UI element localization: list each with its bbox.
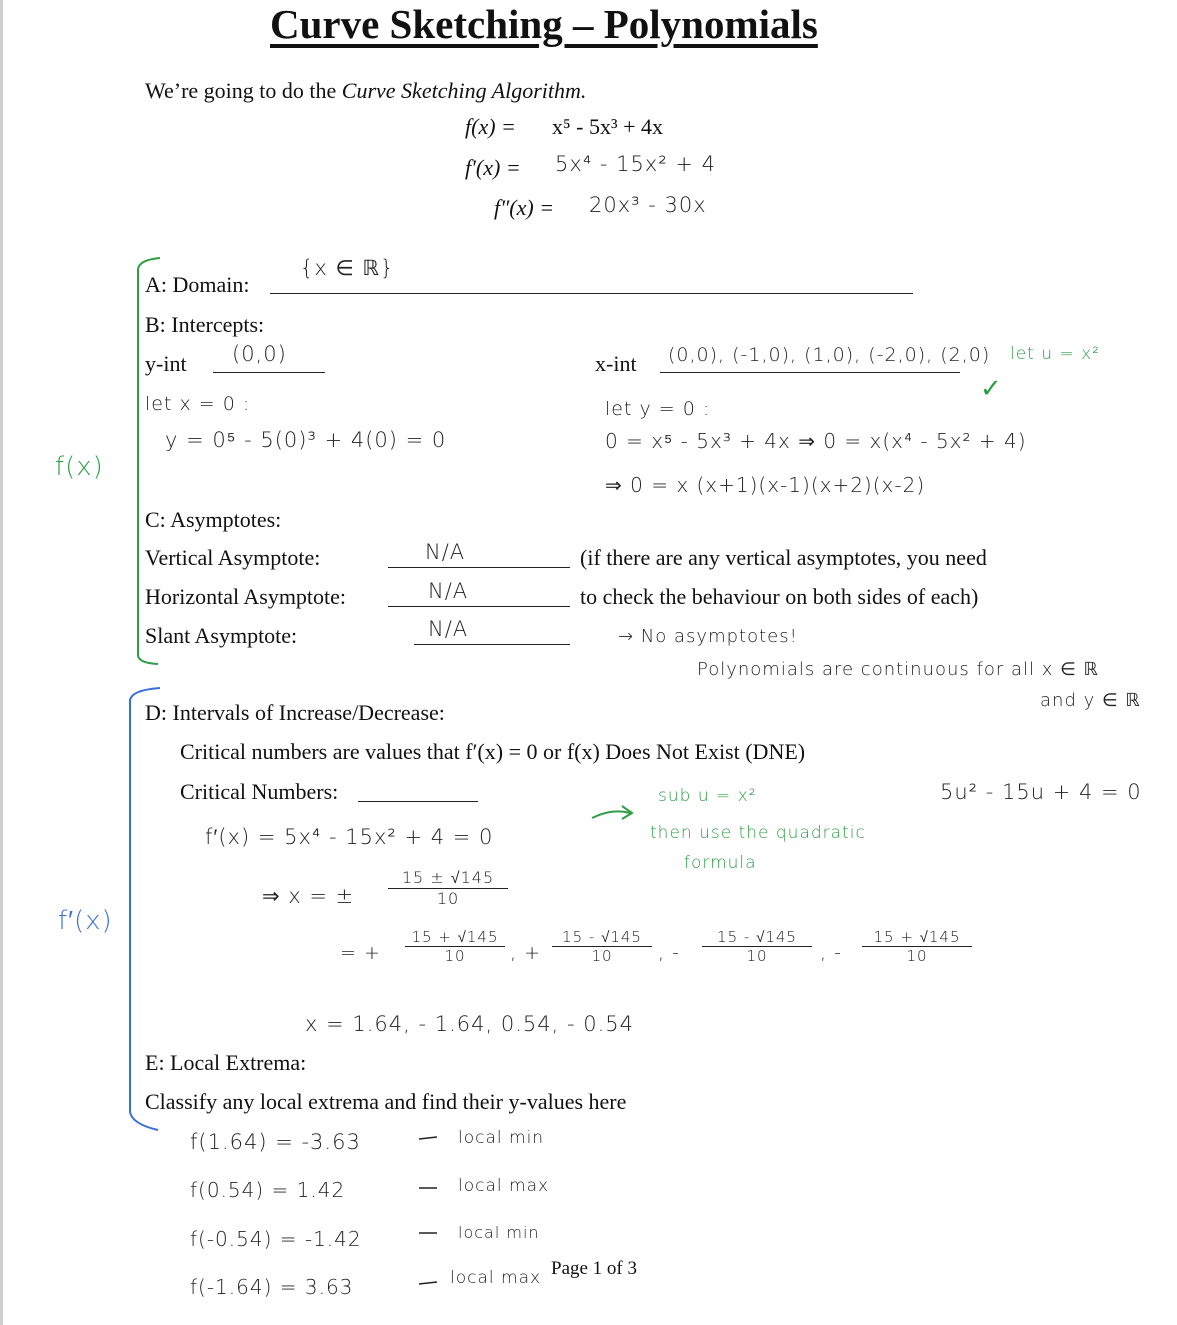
- slant-asymptote-label: Slant Asymptote:: [145, 623, 298, 648]
- root-3-num: 15 - √145: [702, 928, 812, 947]
- horizontal-asymptote-label: Horizontal Asymptote:: [145, 584, 347, 609]
- vertical-asymptote-answer: N/A: [425, 540, 466, 564]
- extrema-row-2-expr: f(0.54) = 1.42: [190, 1178, 346, 1202]
- root-2-sign: , +: [510, 942, 541, 964]
- intro-prefix: We’re going to do the: [145, 78, 342, 103]
- extrema-row-3-expr: f(-0.54) = -1.42: [190, 1227, 362, 1251]
- yint-line: [213, 372, 325, 373]
- critical-numbers-label: Critical Numbers:: [180, 779, 339, 804]
- horizontal-asymptote-answer: N/A: [428, 579, 469, 603]
- arrow-e1: [419, 1137, 437, 1139]
- xint-answer: (0,0), (-1,0), (1,0), (-2,0), (2,0): [668, 344, 991, 366]
- asymptote-hand-3: and y ∈ ℝ: [1040, 690, 1141, 711]
- yint-work-2: y = 0⁵ - 5(0)³ + 4(0) = 0: [165, 428, 447, 452]
- critical-work-2-fraction: [388, 868, 508, 908]
- yint-answer: (0,0): [232, 342, 287, 366]
- check-mark: ✓: [980, 374, 1002, 404]
- green-note-1: sub u = x²: [658, 786, 757, 806]
- slant-asymptote-answer: N/A: [428, 617, 469, 641]
- root-1-num: 15 + √145: [405, 928, 505, 947]
- domain-line: [270, 293, 913, 294]
- horizontal-asymptote-line: [388, 606, 570, 607]
- root-1-fraction: [405, 928, 505, 965]
- root-3-fraction: [702, 928, 812, 965]
- extrema-row-2-type: local max: [458, 1176, 550, 1196]
- extrema-row-4-expr: f(-1.64) = 3.63: [190, 1275, 354, 1299]
- yint-label: y-int: [145, 351, 187, 376]
- critical-definition: Critical numbers are values that f′(x) = 0 or f(x) Does Not Exist (DNE): [180, 739, 806, 764]
- root-4-sign: , -: [820, 942, 842, 964]
- side-label-fx: f(x): [55, 452, 104, 482]
- intro-text: [145, 78, 586, 104]
- local-extrema-label: E: Local Extrema:: [145, 1050, 307, 1075]
- arrow-to-sub-head: [622, 806, 632, 819]
- f-value: x⁵ - 5x³ + 4x: [552, 114, 663, 139]
- page-title: Curve Sketching – Polynomials: [270, 1, 818, 47]
- quadratic-in-u: 5u² - 15u + 4 = 0: [940, 780, 1142, 804]
- critical-x-values: x = 1.64, - 1.64, 0.54, - 0.54: [305, 1012, 634, 1036]
- critical-work-1: f′(x) = 5x⁴ - 15x² + 4 = 0: [205, 825, 494, 849]
- asymptote-note-2: to check the behaviour on both sides of each): [580, 584, 979, 609]
- fdoubleprime-value: 20x³ - 30x: [589, 193, 707, 217]
- asymptote-hand-2: Polynomials are continuous for all x ∈ ℝ: [697, 659, 1099, 680]
- xint-label: x-int: [595, 351, 637, 376]
- arrow-to-sub: [592, 811, 630, 818]
- root-4-fraction: [862, 928, 972, 965]
- intercepts-label: B: Intercepts:: [145, 312, 265, 337]
- sub-note: let u = x²: [1010, 344, 1100, 364]
- roots-row: [330, 928, 1170, 988]
- root-4-den: 10: [906, 947, 928, 965]
- asymptote-hand-1: → No asymptotes!: [618, 626, 798, 647]
- root-2-num: 15 - √145: [552, 928, 652, 947]
- intro-emphasis: Curve Sketching Algorithm.: [341, 78, 587, 103]
- root-3-sign: , -: [658, 942, 680, 964]
- increase-decrease-label: D: Intervals of Increase/Decrease:: [145, 700, 445, 725]
- extrema-row-1-expr: f(1.64) = -3.63: [190, 1130, 361, 1154]
- root-2-fraction: [552, 928, 652, 965]
- critical-numbers-line: [358, 801, 478, 802]
- fprime-label: f′(x) =: [465, 155, 521, 180]
- green-note-3: formula: [684, 853, 757, 873]
- local-extrema-instruction: Classify any local extrema and find their y-values here: [145, 1089, 627, 1114]
- root-3-den: 10: [746, 947, 768, 965]
- extrema-row-1-type: local min: [458, 1128, 545, 1148]
- root-1-sign: = +: [340, 942, 381, 964]
- xint-work-3: ⇒ 0 = x (x+1)(x-1)(x+2)(x-2): [605, 473, 926, 497]
- fraction-denominator: 10: [436, 889, 460, 908]
- root-1-den: 10: [444, 947, 466, 965]
- arrow-e4: [419, 1282, 437, 1284]
- page-edge: [0, 0, 3, 1325]
- fprime-value: 5x⁴ - 15x² + 4: [555, 152, 717, 176]
- slant-asymptote-line: [414, 644, 570, 645]
- extrema-row-3-type: local min: [458, 1223, 540, 1242]
- asymptotes-label: C: Asymptotes:: [145, 507, 282, 532]
- f-label: f(x) =: [465, 114, 516, 139]
- xint-work-2: 0 = x⁵ - 5x³ + 4x ⇒ 0 = x(x⁴ - 5x² + 4): [605, 429, 1027, 453]
- fdoubleprime-label: f″(x) =: [494, 195, 555, 220]
- asymptote-note-1: (if there are any vertical asymptotes, you need: [580, 545, 987, 570]
- domain-answer: {x ∈ ℝ}: [300, 256, 395, 280]
- side-label-fprime: f′(x): [58, 906, 113, 936]
- root-4-num: 15 + √145: [862, 928, 972, 947]
- extrema-row-4-type: local max: [450, 1268, 542, 1288]
- page-footer: Page 1 of 3: [551, 1258, 638, 1279]
- vertical-asymptote-label: Vertical Asymptote:: [145, 545, 321, 570]
- fraction-numerator: 15 ± √145: [388, 868, 508, 889]
- vertical-asymptote-line: [388, 567, 570, 568]
- root-2-den: 10: [591, 947, 613, 965]
- xint-line: [660, 372, 960, 373]
- critical-work-2-prefix: ⇒ x = ±: [262, 884, 355, 908]
- green-note-2: then use the quadratic: [650, 823, 866, 843]
- domain-label: A: Domain:: [145, 272, 250, 297]
- xint-work-1: let y = 0 :: [605, 398, 711, 420]
- yint-work-1: let x = 0 :: [145, 393, 251, 415]
